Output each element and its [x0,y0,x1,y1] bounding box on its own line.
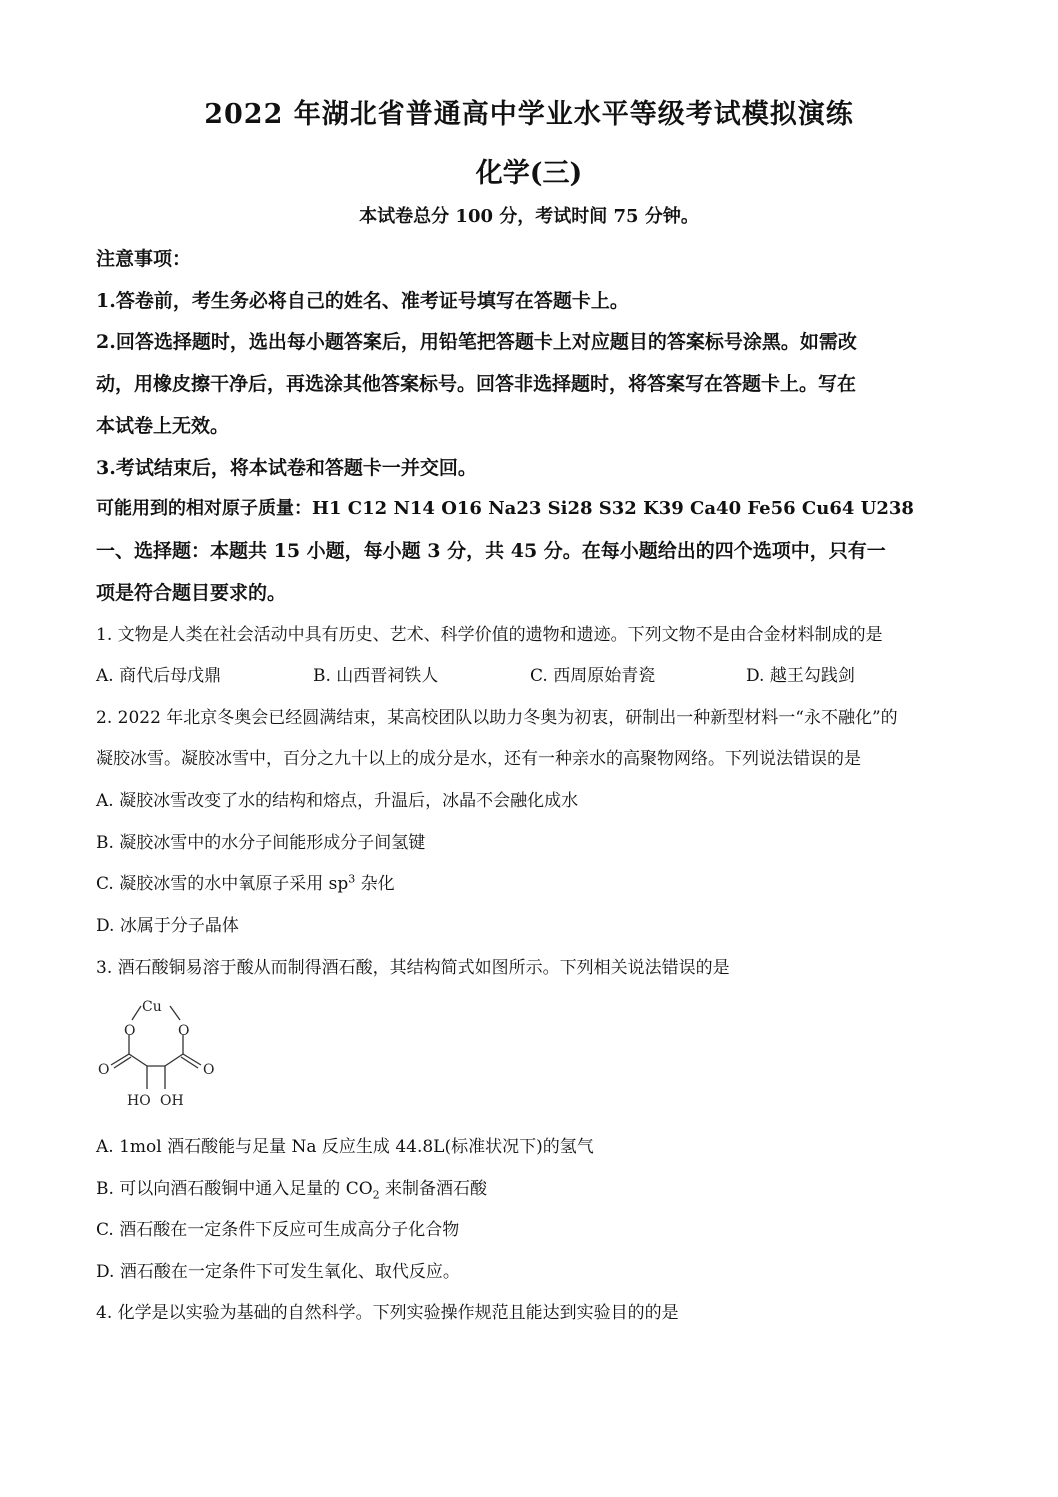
q1-option-a: A. 商代后母戊鼎 [96,666,222,686]
q1-option-b: B. 山西晋祠铁人 [313,666,439,686]
q2-stem-line-1: 2. 2022 年北京冬奥会已经圆满结束，某高校团队以助力冬奥为初衷，研制出一种新型材料一“永不融化”的 [96,708,898,728]
note-2-line-3: 本试卷上无效。 [96,415,230,437]
q1-option-c: C. 西周原始青瓷 [530,666,656,686]
oh-label: OH [160,1093,184,1109]
tartrate-copper-structure [92,994,232,1114]
note-3: 3.考试结束后，将本试卷和答题卡一并交回。 [96,457,477,479]
section-1-line-2: 项是符合题目要求的。 [96,582,287,604]
exam-title: 2022 年湖北省普通高中学业水平等级考试模拟演练 [204,99,854,130]
q1-option-d: D. 越王勾践剑 [746,666,855,686]
q3-option-d: D. 酒石酸在一定条件下可发生氧化、取代反应。 [96,1262,460,1282]
q1-stem: 1. 文物是人类在社会活动中具有历史、艺术、科学价值的遗物和遗迹。下列文物不是由合金材料制成的是 [96,625,883,645]
q3-option-c: C. 酒石酸在一定条件下反应可生成高分子化合物 [96,1220,460,1240]
q2-option-a: A. 凝胶冰雪改变了水的结构和熔点，升温后，冰晶不会融化成水 [96,791,579,811]
q3-option-a: A. 1mol 酒石酸能与足量 Na 反应生成 44.8L(标准状况下)的氢气 [96,1137,594,1157]
section-1-line-1: 一、选择题：本题共 15 小题，每小题 3 分，共 45 分。在每小题给出的四个选项中，只有一 [96,540,886,562]
o-right-label: O [178,1023,190,1039]
o-left-label: O [124,1023,136,1039]
exam-info: 本试卷总分 100 分，考试时间 75 分钟。 [359,206,699,227]
ho-label: HO [127,1093,151,1109]
q2-stem-line-2: 凝胶冰雪。凝胶冰雪中，百分之九十以上的成分是水，还有一种亲水的高聚物网络。下列说法错误的是 [96,749,861,769]
note-2-line-2: 动，用橡皮擦干净后，再选涂其他答案标号。回答非选择题时，将答案写在答题卡上。写在 [96,373,857,395]
q3-stem: 3. 酒石酸铜易溶于酸从而制得酒石酸，其结构简式如图所示。下列相关说法错误的是 [96,958,730,978]
notes-heading: 注意事项： [96,248,192,270]
cu-atom-label: Cu [142,999,162,1015]
note-1: 1.答卷前，考生务必将自己的姓名、准考证号填写在答题卡上。 [96,290,629,312]
note-2-line-1: 2.回答选择题时，选出每小题答案后，用铅笔把答题卡上对应题目的答案标号涂黑。如需改 [96,331,857,353]
exam-subtitle: 化学(三) [475,158,583,189]
o-left-double-label: O [98,1062,110,1078]
atomic-masses: 可能用到的相对原子质量：H1 C12 N14 O16 Na23 Si28 S32 K39 Ca40 Fe56 Cu64 U238 [96,498,914,519]
q2-option-c: C. 凝胶冰雪的水中氧原子采用 $sp^3$ 杂化 [96,872,395,894]
q3-option-b: B. 可以向酒石酸铜中通入足量的 $CO_2$ 来制备酒石酸 [96,1179,488,1202]
o-right-double-label: O [203,1062,215,1078]
q4-stem: 4. 化学是以实验为基础的自然科学。下列实验操作规范且能达到实验目的的是 [96,1303,679,1323]
q2-option-d: D. 冰属于分子晶体 [96,916,239,936]
q2-option-b: B. 凝胶冰雪中的水分子间能形成分子间氢键 [96,833,426,853]
